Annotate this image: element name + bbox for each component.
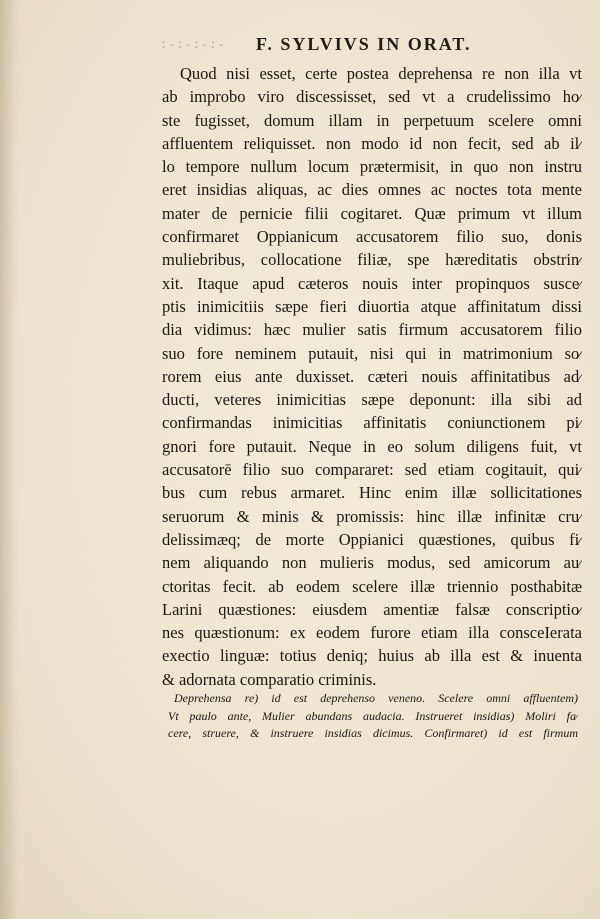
text-line: suo fore neminem putauit, nisi qui in matrimonium so⁄ xyxy=(162,343,582,363)
text-line: lo tempore nullum locum prætermisit, in quo non instru xyxy=(162,157,582,177)
note-line: Deprehensa re) id est deprehenso veneno. Scelere omni affluentem) xyxy=(174,691,578,705)
running-head-title: F. SYLVIVS IN ORAT. xyxy=(256,34,472,54)
text-line: xit. Itaque apud cæteros nouis inter propinquos susce⁄ xyxy=(162,273,582,293)
main-text-block xyxy=(162,62,582,691)
text-line: affluentem reliquisset. non modo id non fecit, sed ab il⁄ xyxy=(162,133,582,153)
text-line: Larini quæstiones: eiusdem amentiæ falsæ conscriptio⁄ xyxy=(162,599,582,619)
text-line: exectio linguæ: totius deniq; huius ab illa est & inuenta xyxy=(162,646,582,666)
text-line: eret insidias aliquas, ac dies omnes ac noctes tota mente xyxy=(162,180,582,200)
text-line: accusatorē filio suo compararet: sed etiam cogitauit, qui⁄ xyxy=(162,460,582,480)
text-line: ptis inimicitiis sæpe fieri diuortia atque affinitatum dissi xyxy=(162,296,582,316)
text-line: dia vidimus: hæc mulier satis firmum accusatorem filio xyxy=(162,320,582,340)
text-line: ducti, veteres inimicitias sæpe deponunt: illa sibi ad xyxy=(162,390,582,410)
text-line: rorem eius ante duxisset. cæteri nouis affinitatibus ad⁄ xyxy=(162,366,582,386)
text-line: confirmaret Oppianicum accusatorem filio suo, donis xyxy=(162,227,582,247)
text-line: nem aliquando non mulieris modus, sed amicorum au⁄ xyxy=(162,553,582,573)
text-line: gnori fore putauit. Neque in eo solum diligens fuit, vt xyxy=(162,436,582,456)
gutter-shadow xyxy=(0,0,18,919)
text-line: & adornata comparatio criminis. xyxy=(162,669,377,689)
note-line: Vt paulo ante, Mulier abundans audacia. Instrueret insidias) Moliri fa⁄ xyxy=(168,708,578,723)
running-head xyxy=(160,34,490,56)
commentary-notes xyxy=(168,690,578,743)
running-head-ornament: :-:-:-:- xyxy=(160,38,226,52)
text-line: ab improbo viro discessisset, sed vt a crudelissimo ho⁄ xyxy=(162,87,582,107)
text-line: delissimæq; de morte Oppianici quæstiones, quibus fi⁄ xyxy=(162,529,582,549)
text-line: ste fugisset, domum illam in perpetuum scelere omni xyxy=(162,110,582,130)
note-line: cere, struere, & instruere insidias dicimus. Confirmaret) id est firmum xyxy=(168,726,578,740)
text-line: bus cum rebus armaret. Hinc enim illæ sollicitationes xyxy=(162,483,582,503)
text-line: confirmandas inimicitias affinitatis coniunctionem pi⁄ xyxy=(162,413,582,433)
text-line: nes quæstionum: ex eodem furore etiam illa consceIerata xyxy=(162,623,582,643)
text-line: seruorum & minis & promissis: hinc illæ infinitæ cru⁄ xyxy=(162,506,582,526)
text-line: Quod nisi esset, certe postea deprehensa re non illa vt xyxy=(180,64,582,83)
text-line: mater de pernicie filii cogitaret. Quæ primum vt illum xyxy=(162,203,582,223)
text-line: muliebribus, collocatione filiæ, spe hæreditatis obstrin⁄ xyxy=(162,250,582,270)
text-line: ctoritas fecit. ab eodem scelere illæ triennio posthabitæ xyxy=(162,576,582,596)
